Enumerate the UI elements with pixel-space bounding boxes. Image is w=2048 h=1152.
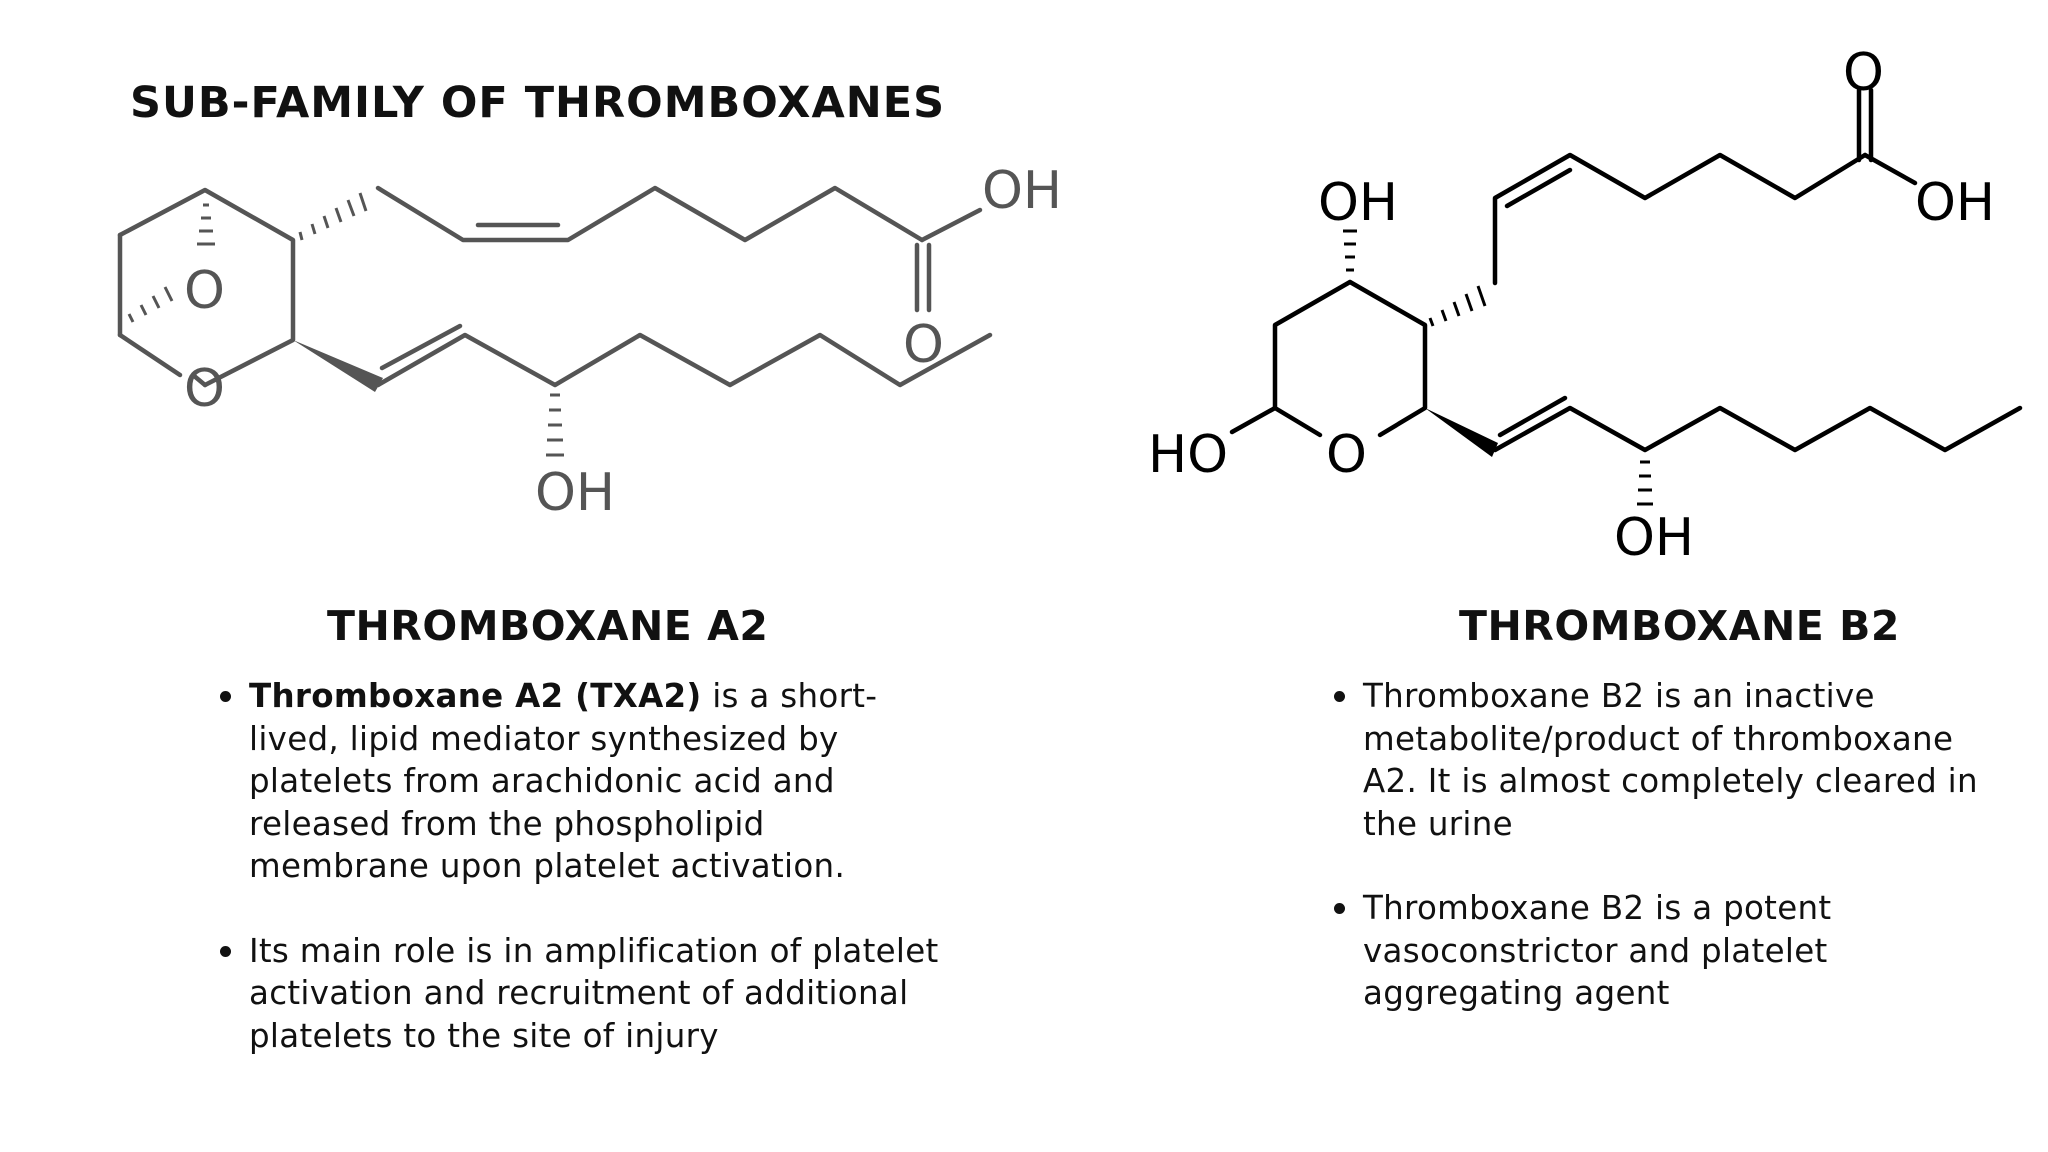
thromboxane-b2-bullets (1363, 675, 2003, 1015)
thromboxane-b2-structure (1120, 40, 2040, 580)
a2-bullet-2: Its main role is in amplification of platelet activation and recruitment of additional platelets to the site of injury (249, 930, 939, 1058)
b2-bullet-1: Thromboxane B2 is an inactive metabolite/product of thromboxane A2. It is almost completely cleared in the urine (1363, 675, 2003, 845)
a2-carbonyl-o-label: O (903, 315, 944, 375)
b2-bullet-2: Thromboxane B2 is a potent vasoconstrictor and platelet aggregating agent (1363, 887, 2003, 1015)
b2-hemiacetal-ho-label: HO (1148, 425, 1229, 485)
a2-bullet-1-bold: Thromboxane A2 (TXA2) (249, 677, 702, 715)
thromboxane-a2-structure (100, 150, 1063, 530)
a2-ring-o-label: O (184, 359, 225, 419)
a2-bullet-1-text: is a short-lived, lipid mediator synthesized by platelets from arachidonic acid and released from the phospholipid membrane upon platelet activation. (249, 677, 878, 885)
b2-ring-oh-label: OH (1318, 173, 1399, 233)
thromboxane-b2-heading: THROMBOXANE B2 (1459, 602, 1900, 650)
a2-bridge-o-label: O (184, 261, 225, 321)
b2-acid-oh-label: OH (1915, 173, 1996, 233)
thromboxane-a2-heading: THROMBOXANE A2 (327, 602, 769, 650)
thromboxane-a2-bullets (249, 675, 939, 1057)
b2-hydroxyl-label: OH (1614, 508, 1695, 568)
b2-ring-o-label: O (1326, 425, 1367, 485)
a2-bullet-1 (249, 675, 939, 888)
b2-carbonyl-o-label: O (1843, 43, 1884, 103)
a2-hydroxyl-label: OH (535, 463, 616, 523)
a2-acid-oh-label: OH (982, 161, 1063, 221)
page-title: SUB-FAMILY OF THROMBOXANES (130, 78, 946, 128)
